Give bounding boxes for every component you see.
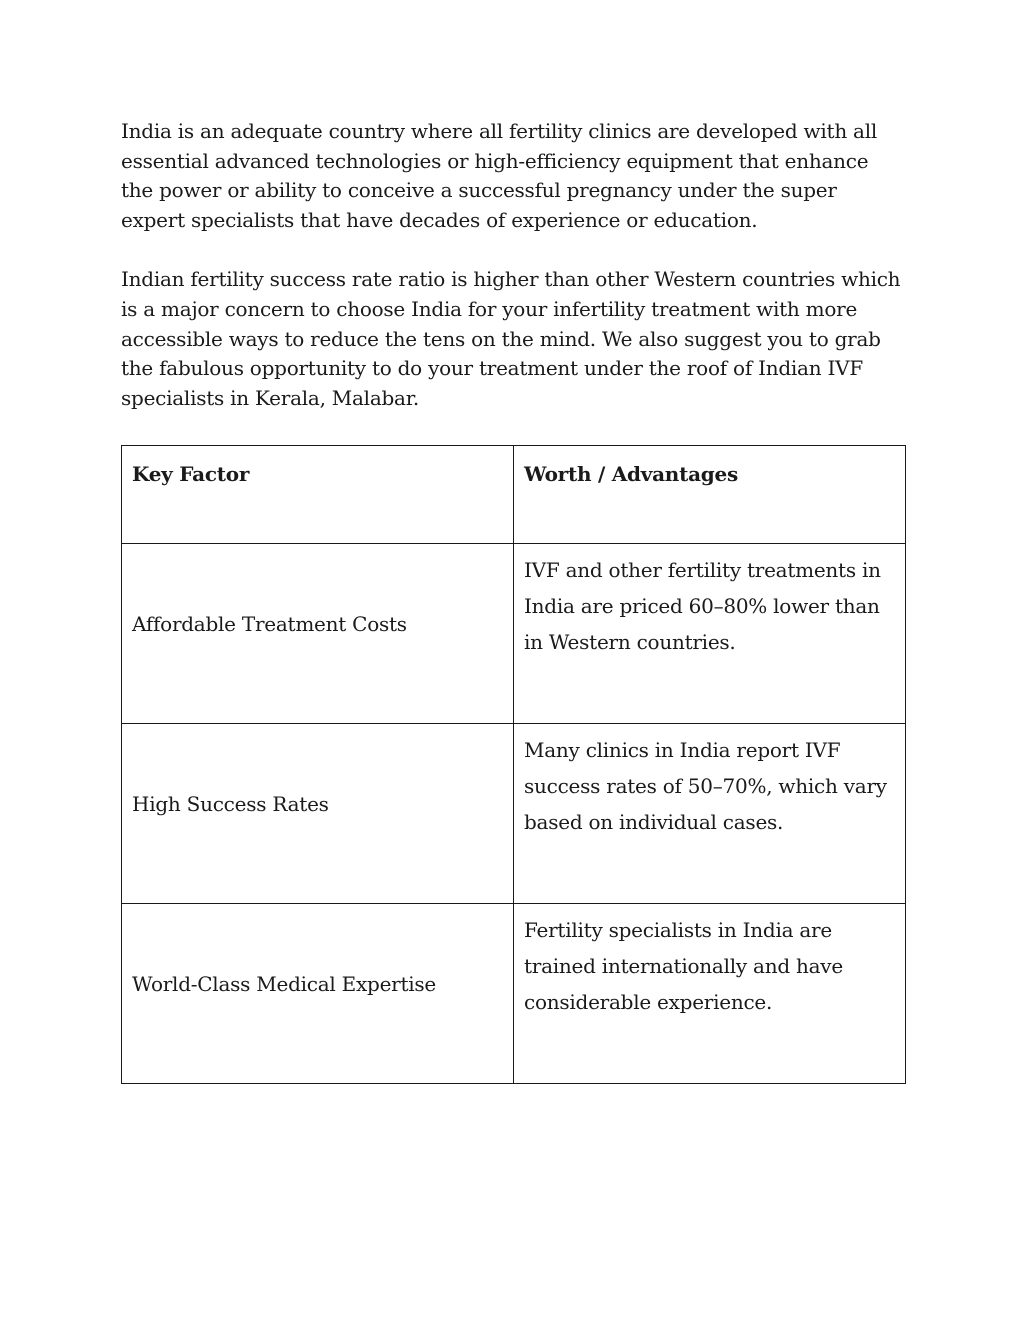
success-rate-paragraph: Indian fertility success rate ratio is higher than other Western countries which is a major concern to choose India for your infertility treatment with more accessible ways to reduce the tens on the mind. We also suggest you to grab the fabulous opportunity to do your treatment under the roof of Indian IVF specialists in Kerala, Malabar. — [121, 267, 901, 410]
table-row — [122, 904, 906, 1084]
intro-paragraph: India is an adequate country where all fertility clinics are developed with all essential advanced technologies or high-efficiency equipment that enhance the power or ability to conceive a successful pregnancy under the super expert specialists that have decades of experience or education. — [121, 119, 878, 232]
table-header-row — [122, 446, 906, 544]
header-key-factor: Key Factor — [122, 446, 514, 544]
key-factor-table — [121, 445, 906, 1084]
worth-cell: Many clinics in India report IVF success rates of 50–70%, which vary based on individual cases. — [514, 724, 906, 904]
header-worth-advantages: Worth / Advantages — [514, 446, 906, 544]
table-row — [122, 724, 906, 904]
factor-cell: World-Class Medical Expertise — [122, 904, 514, 1084]
worth-cell: IVF and other fertility treatments in India are priced 60–80% lower than in Western countries. — [514, 544, 906, 724]
factor-cell: High Success Rates — [122, 724, 514, 904]
table-row — [122, 544, 906, 724]
document-body — [121, 117, 905, 413]
worth-cell: Fertility specialists in India are trained internationally and have considerable experience. — [514, 904, 906, 1084]
factor-cell: Affordable Treatment Costs — [122, 544, 514, 724]
